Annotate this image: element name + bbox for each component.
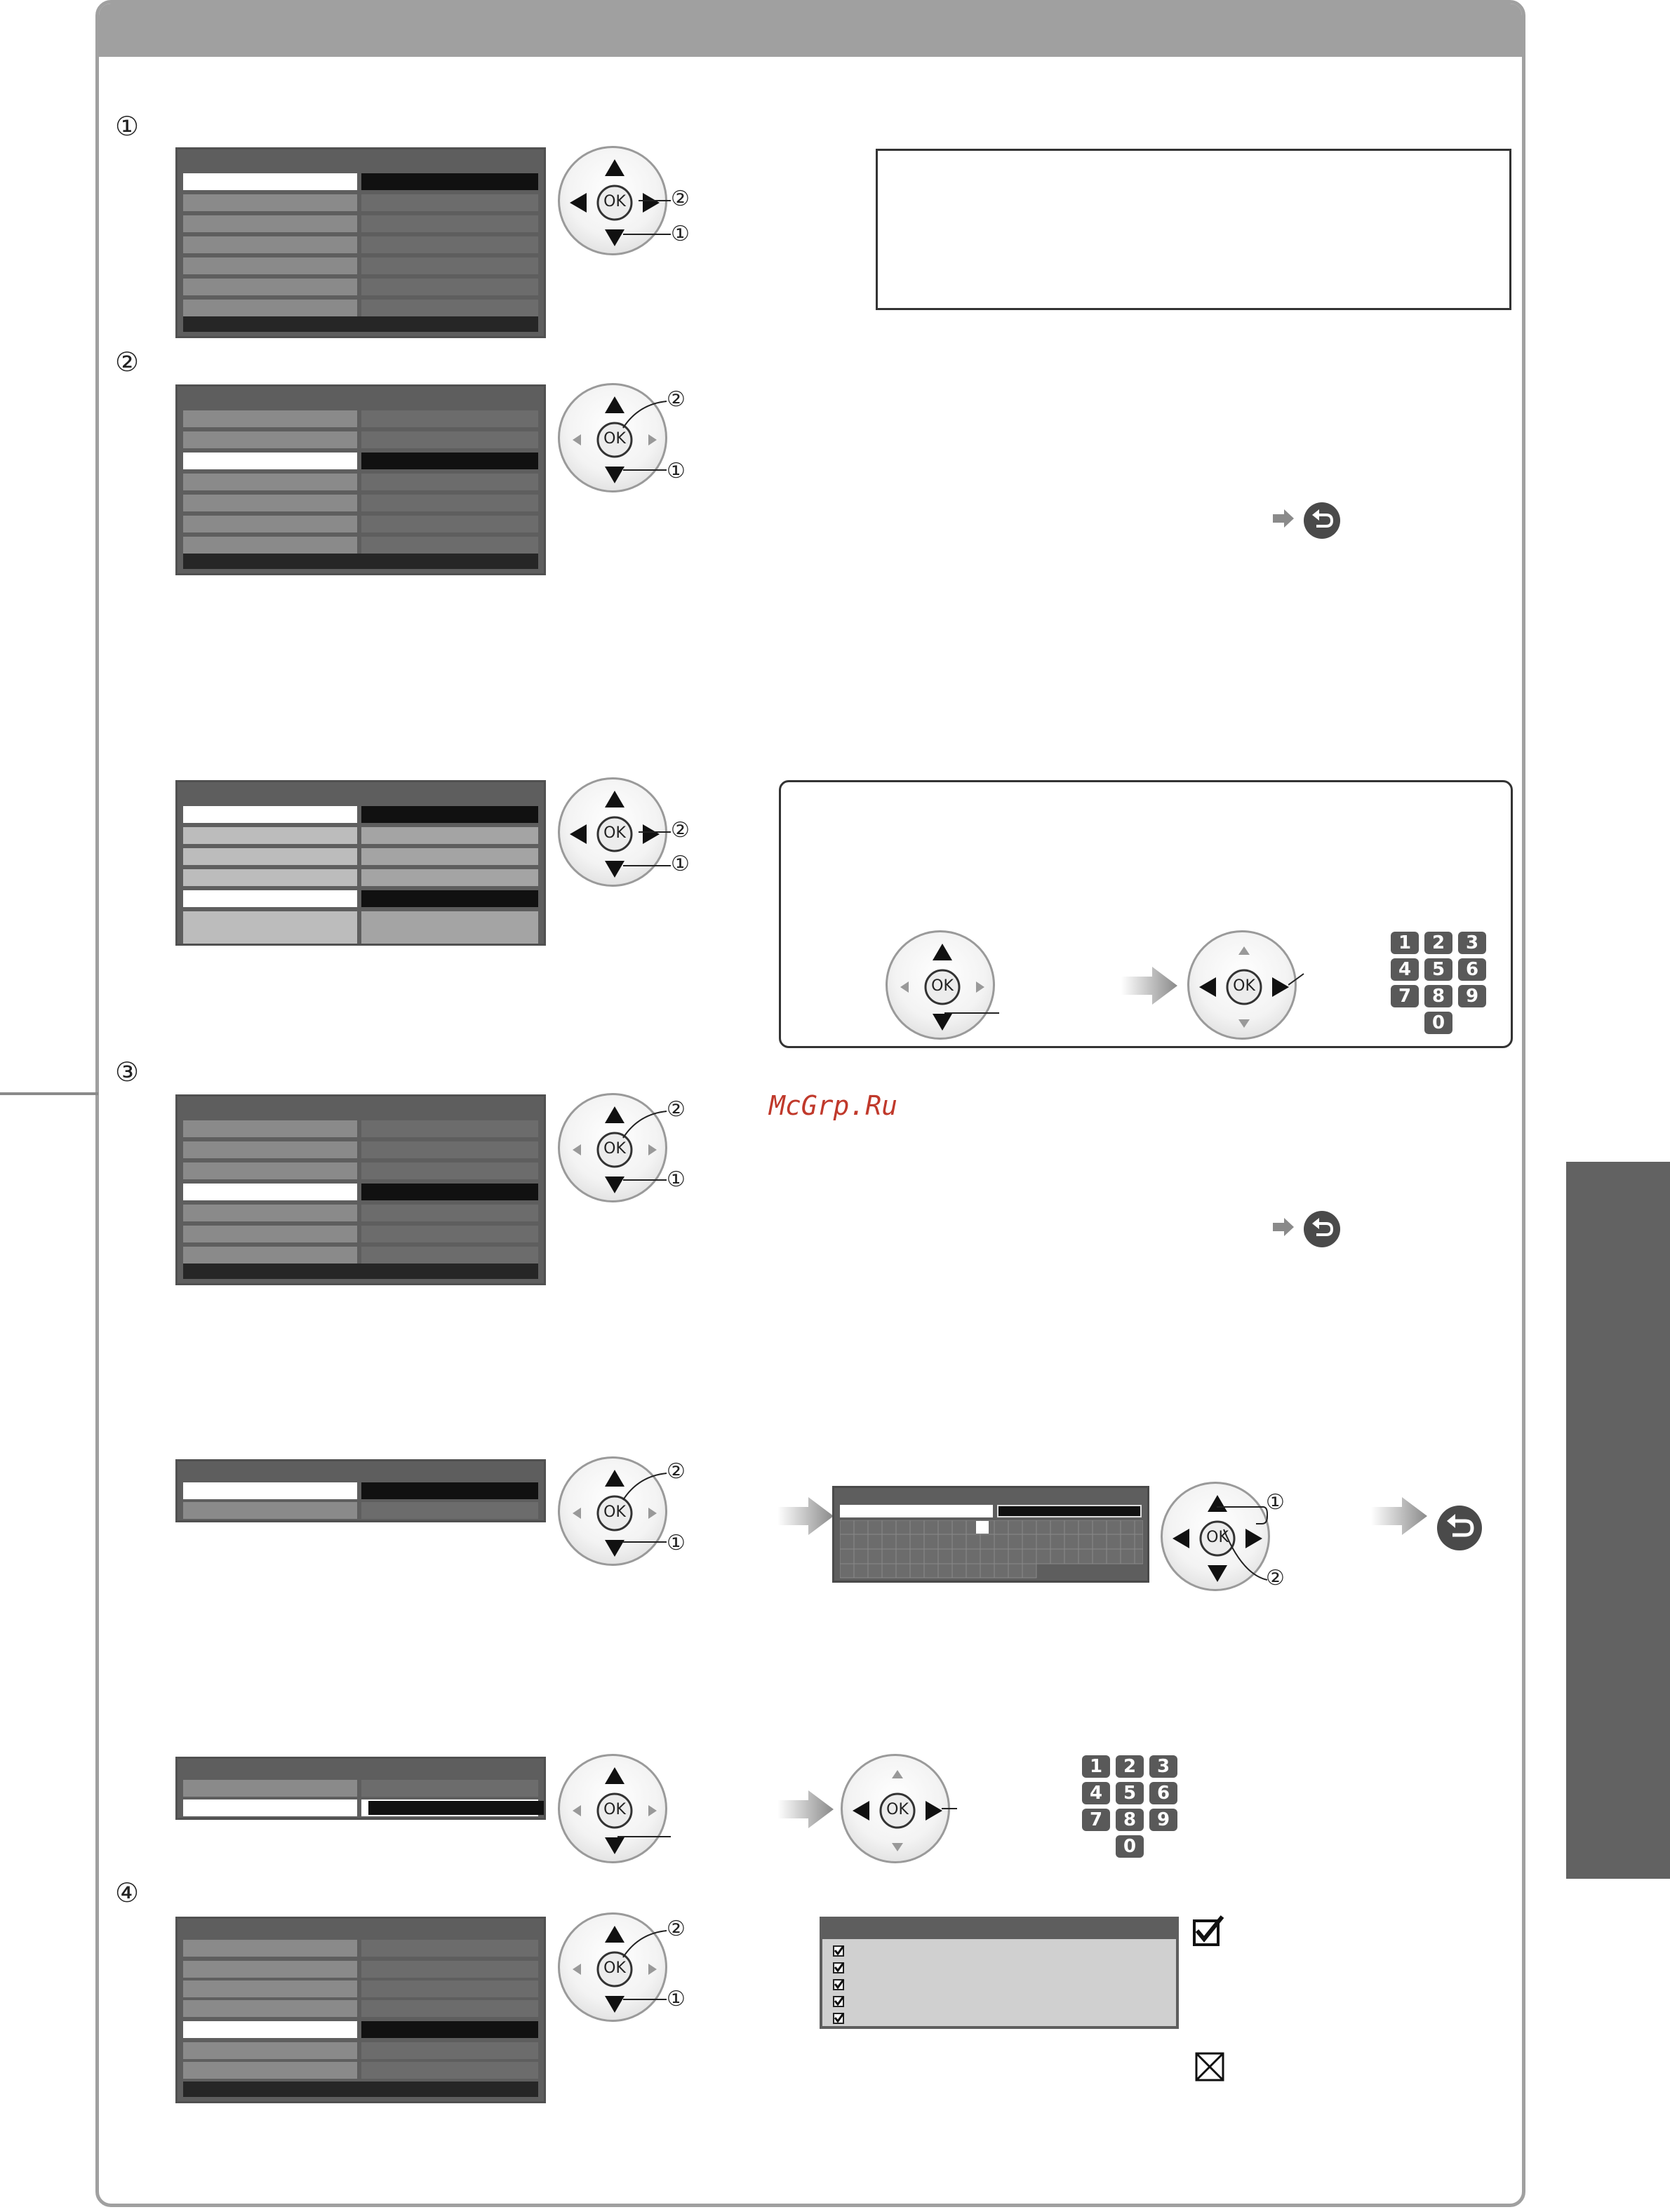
menu-screen-3 bbox=[175, 1094, 546, 1285]
menu-row[interactable] bbox=[183, 890, 538, 907]
right-arrow-icon bbox=[777, 1497, 835, 1535]
right-arrow-icon bbox=[1371, 1497, 1429, 1535]
callout-lines-icon bbox=[610, 1926, 669, 2004]
ok-button-label: OK bbox=[1206, 1529, 1229, 1546]
checklist-screen bbox=[820, 1917, 1179, 2029]
callout-lines-icon bbox=[1214, 1497, 1270, 1584]
menu-row[interactable] bbox=[183, 173, 538, 190]
numkey-6[interactable]: 6 bbox=[1458, 958, 1486, 981]
callout-1: ① bbox=[671, 222, 690, 246]
side-tab bbox=[1566, 1162, 1670, 1879]
menu-footer bbox=[183, 2082, 538, 2097]
numkey-4[interactable]: 4 bbox=[1391, 958, 1419, 981]
numkey-8[interactable]: 8 bbox=[1116, 1809, 1144, 1831]
menu-screen-2 bbox=[175, 384, 546, 575]
menu-row[interactable] bbox=[183, 1799, 538, 1816]
menu-row[interactable] bbox=[183, 537, 538, 554]
menu-row[interactable] bbox=[183, 194, 538, 211]
callout-2: ② bbox=[667, 1459, 686, 1484]
numkey-6[interactable]: 6 bbox=[1149, 1782, 1177, 1804]
info-box bbox=[876, 149, 1511, 310]
menu-row[interactable] bbox=[183, 2000, 538, 2017]
left-divider-line bbox=[0, 1092, 98, 1095]
callout-2: ② bbox=[667, 1097, 686, 1122]
right-arrow-icon bbox=[777, 1790, 835, 1828]
numkey-9[interactable]: 9 bbox=[1149, 1809, 1177, 1831]
numkey-3[interactable]: 3 bbox=[1458, 932, 1486, 954]
callout-1: ① bbox=[667, 459, 686, 483]
numkey-8[interactable]: 8 bbox=[1424, 985, 1452, 1007]
character-grid[interactable] bbox=[840, 1520, 1143, 1579]
menu-screen-2b bbox=[175, 780, 546, 946]
character-entry-screen bbox=[832, 1486, 1149, 1583]
right-arrow-icon bbox=[1271, 1218, 1295, 1236]
callout-2: ② bbox=[667, 387, 686, 412]
menu-row[interactable] bbox=[183, 927, 538, 944]
menu-row[interactable] bbox=[183, 869, 538, 886]
menu-row[interactable] bbox=[183, 1980, 538, 1997]
menu-row[interactable] bbox=[183, 1226, 538, 1242]
menu-row[interactable] bbox=[183, 1961, 538, 1978]
menu-row[interactable] bbox=[183, 806, 538, 823]
numkey-1[interactable]: 1 bbox=[1391, 932, 1419, 954]
numkey-3[interactable]: 3 bbox=[1149, 1755, 1177, 1778]
ok-button-label: OK bbox=[603, 430, 626, 448]
numkey-7[interactable]: 7 bbox=[1391, 985, 1419, 1007]
menu-row[interactable] bbox=[183, 410, 538, 427]
menu-footer bbox=[183, 1263, 538, 1279]
navigation-pad[interactable] bbox=[886, 930, 995, 1040]
menu-row[interactable] bbox=[183, 474, 538, 490]
callout-1: ① bbox=[1266, 1490, 1285, 1515]
menu-row[interactable] bbox=[183, 1205, 538, 1221]
callout-lines-icon bbox=[617, 828, 674, 870]
callout-lines-icon bbox=[617, 196, 674, 239]
right-arrow-icon bbox=[1121, 967, 1179, 1005]
checkbox-column[interactable] bbox=[832, 1945, 849, 2029]
menu-screen-1 bbox=[175, 147, 546, 338]
menu-row[interactable] bbox=[183, 1502, 538, 1519]
step-number-1: ① bbox=[115, 111, 140, 142]
step-number-2: ② bbox=[115, 347, 140, 377]
menu-row[interactable] bbox=[183, 431, 538, 448]
callout-2: ② bbox=[1266, 1566, 1285, 1590]
ok-button-label: OK bbox=[931, 977, 954, 995]
numkey-4[interactable]: 4 bbox=[1082, 1782, 1110, 1804]
menu-row[interactable] bbox=[183, 236, 538, 253]
numkey-7[interactable]: 7 bbox=[1082, 1809, 1110, 1831]
menu-row[interactable] bbox=[183, 215, 538, 232]
menu-row[interactable] bbox=[183, 2062, 538, 2079]
menu-row[interactable] bbox=[183, 1141, 538, 1158]
step-number-4: ④ bbox=[115, 1877, 140, 1908]
return-icon[interactable] bbox=[1304, 1211, 1340, 1247]
numkey-0[interactable]: 0 bbox=[1116, 1835, 1144, 1858]
numkey-5[interactable]: 5 bbox=[1116, 1782, 1144, 1804]
navigation-pad[interactable] bbox=[841, 1754, 950, 1863]
menu-footer bbox=[183, 554, 538, 569]
callout-2: ② bbox=[667, 1917, 686, 1941]
callout-line-icon bbox=[1288, 971, 1305, 992]
navigation-pad[interactable] bbox=[1187, 930, 1297, 1040]
checkbox-checked-icon bbox=[1191, 1914, 1225, 1948]
ok-button-label: OK bbox=[603, 1959, 626, 1977]
menu-row[interactable] bbox=[183, 453, 538, 469]
checklist-header bbox=[822, 1919, 1176, 1939]
menu-row[interactable] bbox=[183, 279, 538, 295]
ok-button-label: OK bbox=[603, 1503, 626, 1521]
ok-button-label: OK bbox=[603, 193, 626, 210]
checkbox-crossed-icon bbox=[1194, 2051, 1225, 2082]
step-number-3: ③ bbox=[115, 1057, 140, 1087]
numkey-1[interactable]: 1 bbox=[1082, 1755, 1110, 1778]
menu-row[interactable] bbox=[183, 300, 538, 316]
callout-line-icon bbox=[944, 1010, 1001, 1017]
menu-row[interactable] bbox=[183, 827, 538, 844]
menu-screen-3c bbox=[175, 1757, 546, 1820]
menu-row[interactable] bbox=[183, 1184, 538, 1200]
ok-button-label: OK bbox=[603, 1140, 626, 1158]
callout-line-icon bbox=[617, 1834, 674, 1841]
menu-row[interactable] bbox=[183, 1482, 538, 1499]
callout-1: ① bbox=[667, 1987, 686, 2011]
menu-screen-3b bbox=[175, 1459, 546, 1522]
menu-row[interactable] bbox=[183, 495, 538, 511]
right-arrow-icon bbox=[1271, 509, 1295, 528]
menu-footer bbox=[183, 316, 538, 332]
menu-row[interactable] bbox=[183, 848, 538, 865]
callout-1: ① bbox=[671, 852, 690, 876]
menu-row[interactable] bbox=[183, 516, 538, 532]
name-input-field[interactable] bbox=[997, 1505, 1142, 1517]
menu-row[interactable] bbox=[183, 1162, 538, 1179]
menu-row[interactable] bbox=[183, 1120, 538, 1137]
menu-row[interactable] bbox=[183, 911, 538, 928]
ok-button-label: OK bbox=[603, 824, 626, 842]
callout-lines-icon bbox=[610, 397, 669, 474]
menu-row[interactable] bbox=[183, 1780, 538, 1797]
menu-row[interactable] bbox=[183, 2042, 538, 2059]
menu-row[interactable] bbox=[183, 2021, 538, 2038]
callout-1: ① bbox=[667, 1531, 686, 1555]
ok-button-label: OK bbox=[886, 1801, 909, 1818]
callout-2: ② bbox=[671, 187, 690, 211]
frame-header-bar bbox=[99, 4, 1522, 57]
numkey-0[interactable]: 0 bbox=[1424, 1012, 1452, 1034]
callout-1: ① bbox=[667, 1167, 686, 1192]
navigation-pad[interactable] bbox=[558, 1754, 667, 1863]
callout-2: ② bbox=[671, 818, 690, 843]
menu-screen-4 bbox=[175, 1917, 546, 2103]
ok-button-label: OK bbox=[603, 1801, 626, 1818]
return-icon[interactable] bbox=[1437, 1506, 1482, 1550]
return-icon[interactable] bbox=[1304, 502, 1340, 539]
numkey-9[interactable]: 9 bbox=[1458, 985, 1486, 1007]
menu-row[interactable] bbox=[183, 257, 538, 274]
menu-row[interactable] bbox=[183, 1940, 538, 1957]
ok-button-label: OK bbox=[1233, 977, 1255, 995]
callout-lines-icon bbox=[610, 1469, 669, 1546]
numkey-5[interactable]: 5 bbox=[1424, 958, 1452, 981]
callout-lines-icon bbox=[610, 1107, 669, 1184]
callout-line-icon bbox=[942, 1806, 958, 1813]
numkey-2[interactable]: 2 bbox=[1116, 1755, 1144, 1778]
menu-row[interactable] bbox=[183, 1247, 538, 1263]
numkey-2[interactable]: 2 bbox=[1424, 932, 1452, 954]
name-label-field bbox=[840, 1505, 993, 1517]
watermark: McGrp.Ru bbox=[769, 1090, 898, 1121]
